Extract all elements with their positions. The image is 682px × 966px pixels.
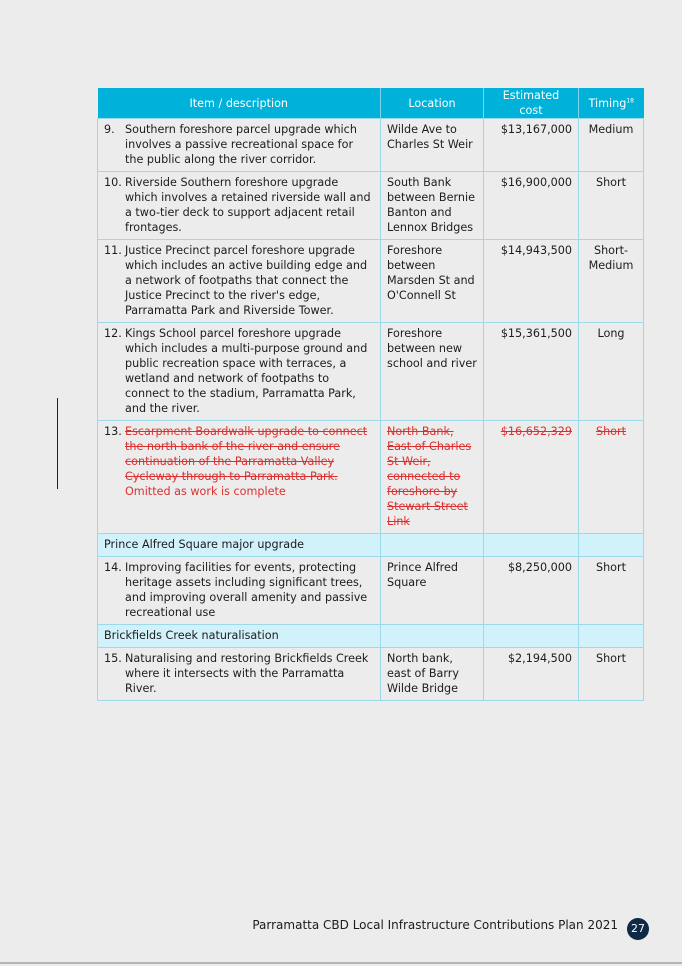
location-cell: Foreshore between new school and river [381,323,484,421]
item-cell [98,172,381,240]
item-description: Riverside Southern foreshore upgrade which involves a retained riverside wall and a two-tier deck to support adjacent retail frontages. [125,176,371,234]
location-cell: Prince Alfred Square [381,557,484,625]
table-row [98,172,644,240]
item-number: 15. [104,652,122,665]
location-cell [381,421,484,534]
table-row-omitted [98,421,644,534]
table-row [98,323,644,421]
item-number: 12. [104,327,122,340]
infrastructure-table [97,88,644,701]
struck-timing: Short [595,425,627,438]
table-header-row [98,88,644,119]
table-row [98,648,644,701]
cost-cell: $16,900,000 [484,172,579,240]
item-cell [98,648,381,701]
timing-cell: Short-Medium [579,240,644,323]
item-cell [98,557,381,625]
section-heading: Brickfields Creek naturalisation [98,625,381,648]
item-description: Naturalising and restoring Brickfields Creek where it intersects with the Parramatta River. [125,652,369,695]
location-cell: Wilde Ave to Charles St Weir [381,119,484,172]
header-location: Location [381,88,484,119]
header-cost: Estimated cost [484,88,579,119]
item-description: Improving facilities for events, protecting heritage assets including significant trees, and improving overall amenity and passive recreational use [125,561,368,619]
struck-cost: $16,652,329 [500,425,572,438]
section-row [98,534,644,557]
item-number: 10. [104,176,122,189]
table-row [98,119,644,172]
timing-cell: Short [579,648,644,701]
table-row [98,240,644,323]
omitted-note: Omitted as work is complete [125,485,286,498]
timing-footnote-ref: 18 [626,96,634,104]
timing-cell [579,421,644,534]
item-description: Southern foreshore parcel upgrade which involves a passive recreational space for the public along the river corridor. [125,123,357,166]
item-description: Justice Precinct parcel foreshore upgrade which includes an active building edge and a network of footpaths that connect the Justice Precinct to the river's edge, Parramatta Park and Riverside Tower. [125,244,368,317]
item-description: Kings School parcel foreshore upgrade which includes a multi-purpose ground and public recreation space with terraces, a wetland and network of footpaths to connect to the stadium, Parramatta Park, and the river. [125,327,368,415]
item-cell [98,323,381,421]
table-row [98,557,644,625]
cost-cell: $13,167,000 [484,119,579,172]
item-number: 11. [104,244,122,257]
footer-document-title: Parramatta CBD Local Infrastructure Contributions Plan 2021 [252,918,618,932]
header-timing [579,88,644,119]
section-heading: Prince Alfred Square major upgrade [98,534,381,557]
location-cell: South Bank between Bernie Banton and Lennox Bridges [381,172,484,240]
item-cell [98,119,381,172]
timing-cell: Short [579,557,644,625]
item-number: 14. [104,561,122,574]
item-cell [98,240,381,323]
struck-location: North Bank, East of Charles St Weir, connected to foreshore by Stewart Street Link [387,425,472,528]
cost-cell: $2,194,500 [484,648,579,701]
header-timing-label: Timing [588,96,627,110]
timing-cell: Short [579,172,644,240]
location-cell: Foreshore between Marsden St and O'Connell St [381,240,484,323]
timing-cell: Medium [579,119,644,172]
header-item: Item / description [98,88,381,119]
page-bottom-rule [0,962,682,964]
page-number-badge: 27 [627,918,649,940]
cost-cell: $14,943,500 [484,240,579,323]
revision-change-bar [57,398,58,489]
item-number: 9. [104,123,115,136]
cost-cell: $15,361,500 [484,323,579,421]
item-cell [98,421,381,534]
timing-cell: Long [579,323,644,421]
cost-cell: $8,250,000 [484,557,579,625]
item-number: 13. [104,425,122,438]
section-row [98,625,644,648]
location-cell: North bank, east of Barry Wilde Bridge [381,648,484,701]
struck-description: Escarpment Boardwalk upgrade to connect the north bank of the river and ensure continuation of the Parramatta Valley Cycleway through to Parramatta Park. [125,425,368,483]
item-description [125,424,374,499]
cost-cell [484,421,579,534]
